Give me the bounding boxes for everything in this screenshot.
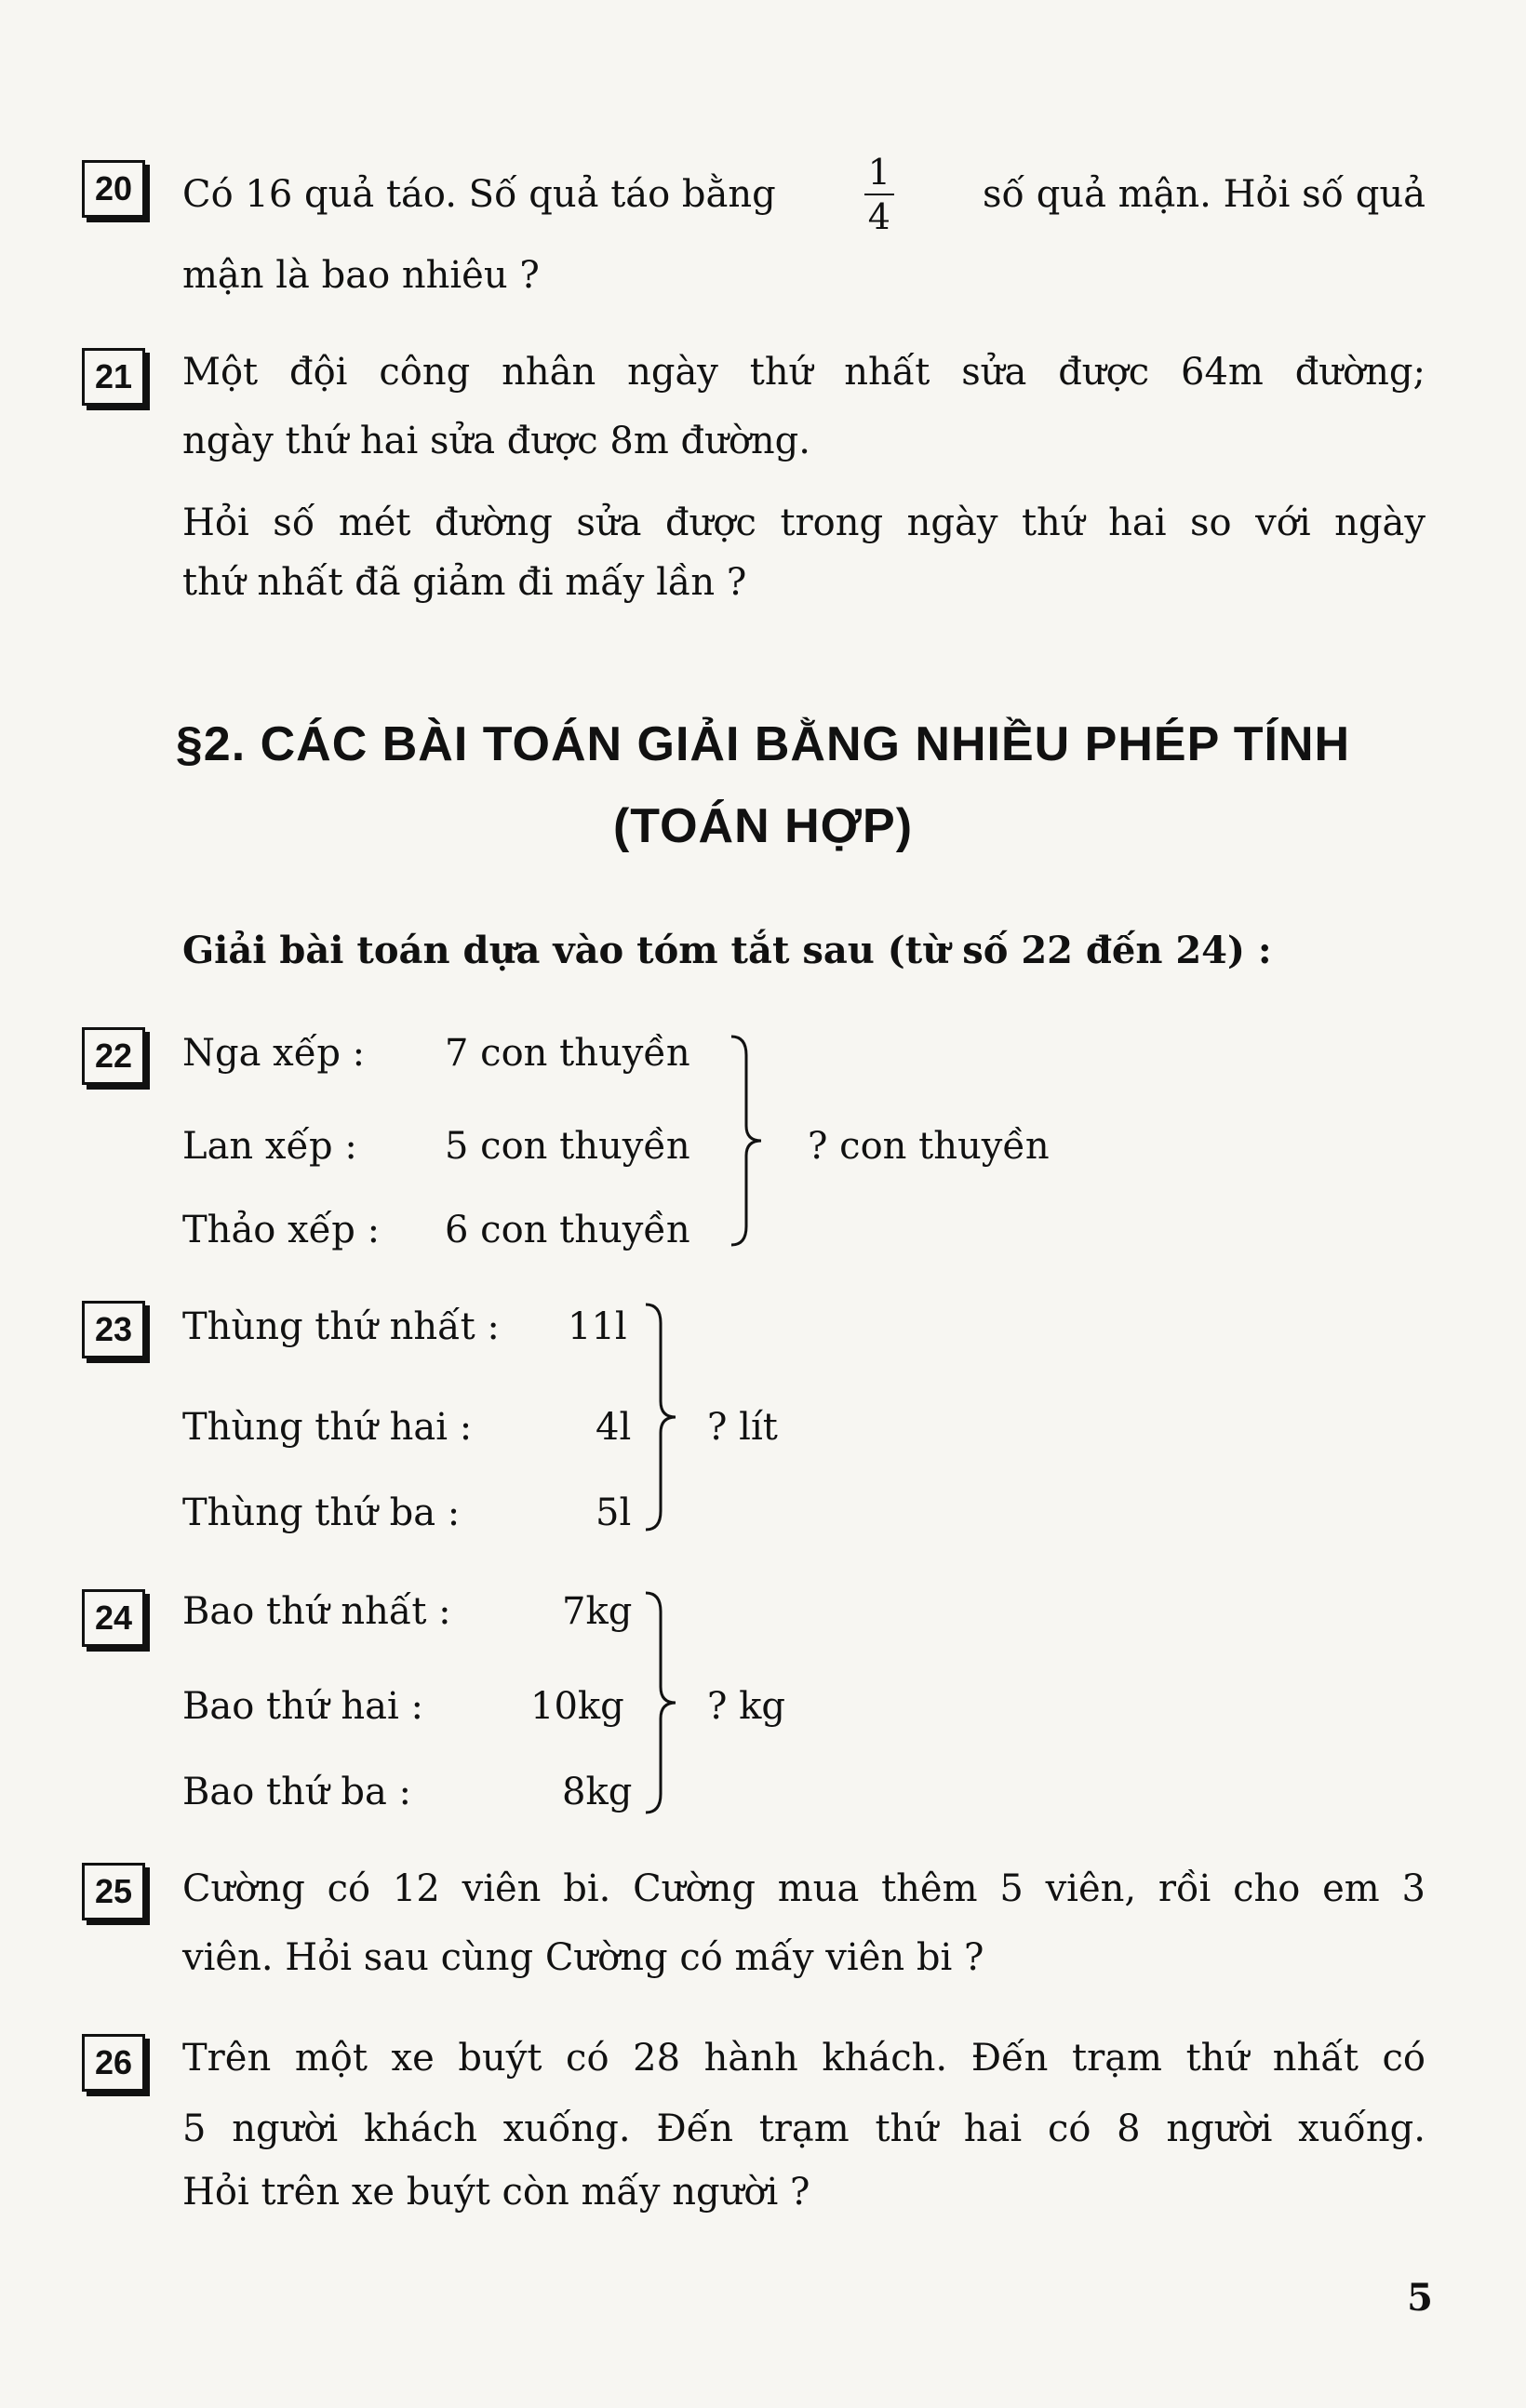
problem-21-line-4: thứ nhất đã giảm đi mấy lần ? <box>182 561 747 604</box>
fraction-numerator: 1 <box>864 154 894 195</box>
p22-result: ? con thuyền <box>808 1125 1050 1168</box>
problem-20-text-a: Có 16 quả táo. Số quả táo bằng <box>182 173 776 216</box>
problem-26-line-1: Trên một xe buýt có 28 hành khách. Đến trạm thứ nhất có <box>182 2037 1426 2080</box>
problem-number-25: 25 <box>82 1863 145 1920</box>
problem-26-line-3: Hỏi trên xe buýt còn mấy người ? <box>182 2171 810 2214</box>
problem-20-line-2: mận là bao nhiêu ? <box>182 254 540 297</box>
problem-21-line-3: Hỏi số mét đường sửa được trong ngày thứ hai so với ngày <box>182 502 1426 544</box>
fraction-denominator: 4 <box>867 196 890 237</box>
problem-number-21: 21 <box>82 348 145 406</box>
problem-number-20: 20 <box>82 160 145 218</box>
p22-label-1: Nga xếp : <box>182 1032 366 1075</box>
problem-number-26: 26 <box>82 2034 145 2092</box>
p24-label-1: Bao thứ nhất : <box>182 1590 451 1633</box>
right-brace-icon <box>726 1033 772 1249</box>
p23-label-3: Thùng thứ ba : <box>182 1492 461 1534</box>
p22-label-2: Lan xếp : <box>182 1125 357 1168</box>
p24-value-3: 8kg <box>562 1771 633 1813</box>
p22-value-2: 5 con thuyền <box>445 1125 690 1168</box>
p23-label-1: Thùng thứ nhất : <box>182 1305 500 1348</box>
p24-label-3: Bao thứ ba : <box>182 1771 411 1813</box>
fraction-one-quarter <box>864 152 894 237</box>
problem-20-text-b: số quả mận. Hỏi số quả <box>982 173 1426 216</box>
p24-value-1: 7kg <box>562 1590 633 1633</box>
page-number: 5 <box>1407 2276 1433 2320</box>
p24-value-2: 10kg <box>530 1685 624 1728</box>
p23-value-3: 5l <box>596 1492 632 1534</box>
p24-label-2: Bao thứ hai : <box>182 1685 423 1728</box>
section-instruction: Giải bài toán dựa vào tóm tắt sau (từ số 22 đến 24) : <box>182 929 1272 972</box>
p23-label-2: Thùng thứ hai : <box>182 1406 473 1449</box>
problem-25-line-2: viên. Hỏi sau cùng Cường có mấy viên bi ? <box>182 1936 984 1979</box>
p23-value-1: 11l <box>568 1305 627 1348</box>
p22-value-3: 6 con thuyền <box>445 1209 690 1251</box>
p23-result: ? lít <box>707 1406 778 1449</box>
problem-21-line-2: ngày thứ hai sửa được 8m đường. <box>182 420 810 462</box>
problem-number-22: 22 <box>82 1027 145 1085</box>
problem-number-24: 24 <box>82 1589 145 1647</box>
problem-25-line-1: Cường có 12 viên bi. Cường mua thêm 5 viên, rồi cho em 3 <box>182 1867 1426 1910</box>
p23-value-2: 4l <box>596 1406 632 1449</box>
p24-result: ? kg <box>707 1685 786 1728</box>
right-brace-icon <box>640 1301 687 1533</box>
problem-26-line-2: 5 người khách xuống. Đến trạm thứ hai có 8 người xuống. <box>182 2107 1426 2150</box>
problem-number-23: 23 <box>82 1301 145 1358</box>
right-brace-icon <box>640 1589 687 1816</box>
problem-21-line-1: Một đội công nhân ngày thứ nhất sửa được 64m đường; <box>182 351 1426 394</box>
problem-20-line-1 <box>182 152 1426 237</box>
section-title: §2. CÁC BÀI TOÁN GIẢI BẰNG NHIỀU PHÉP TÍNH <box>175 717 1351 771</box>
p22-label-3: Thảo xếp : <box>182 1209 381 1251</box>
section-subtitle: (TOÁN HỢP) <box>612 799 914 853</box>
p22-value-1: 7 con thuyền <box>445 1032 690 1075</box>
